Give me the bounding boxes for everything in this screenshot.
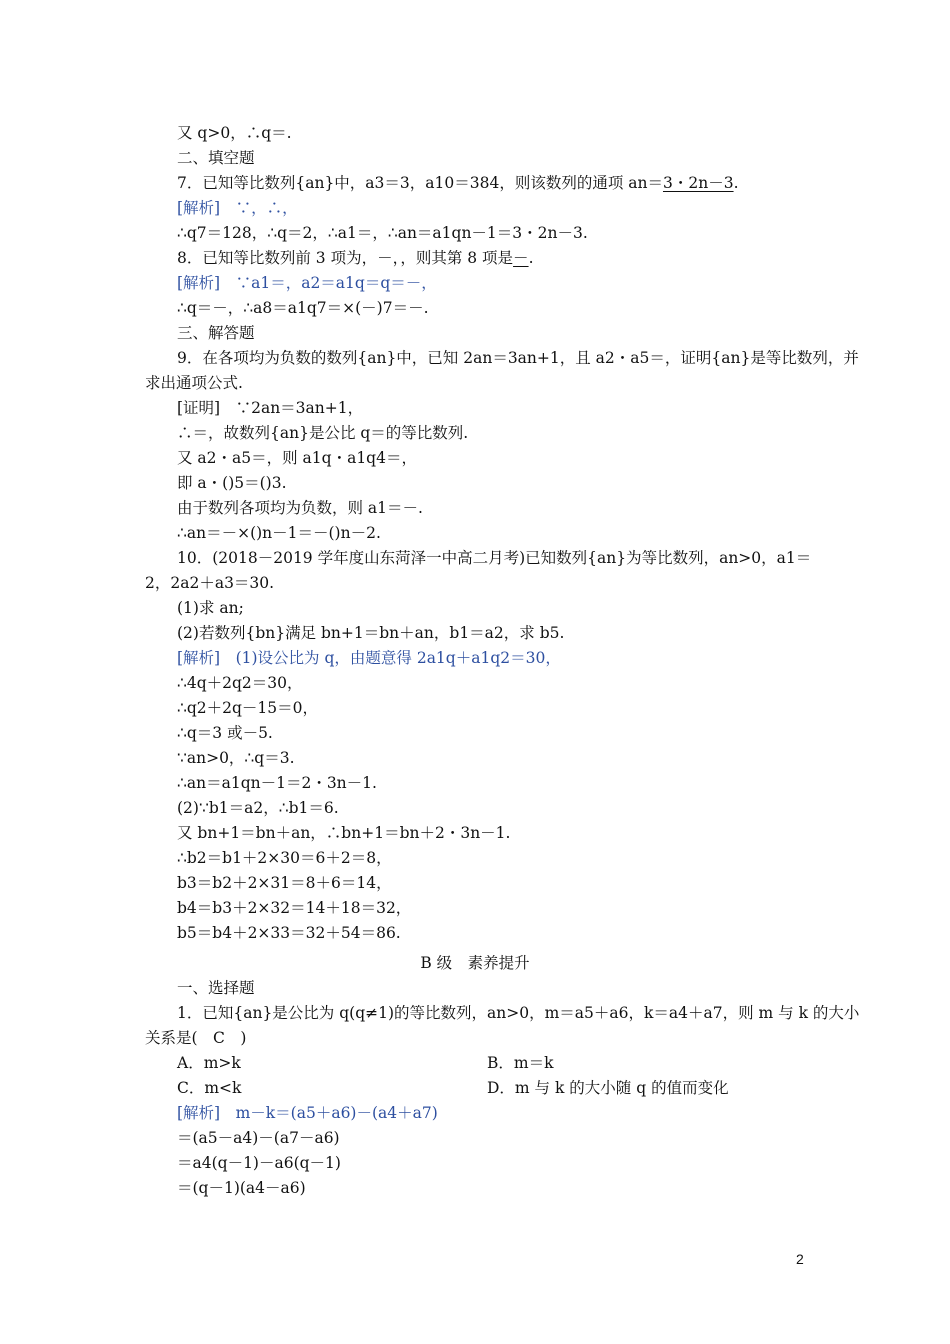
option-c: C．m<k [177, 1079, 242, 1097]
analysis-line: [解析] m－k＝(a5＋a6)－(a4＋a7) [177, 1104, 438, 1122]
question-9: 9．在各项均为负数的数列{an}中，已知 2an＝3an+1，且 a2・a5＝，证明{an}是等比数列，并 [177, 349, 859, 367]
section-heading: 三、解答题 [177, 324, 255, 342]
text-line: ∴4q＋2q2＝30， [177, 674, 303, 692]
text-line: 又 q>0，∴q＝. [177, 124, 292, 142]
text-line: ∴b2＝b1＋2×30＝6＋2＝8， [177, 849, 392, 867]
option-d: D．m 与 k 的大小随 q 的值而变化 [487, 1079, 729, 1097]
text-line: 又 bn+1＝bn＋an，∴bn+1＝bn＋2・3n－1. [177, 824, 511, 842]
text-line: ∵an>0，∴q＝3. [177, 749, 295, 767]
question-10: 10．(2018－2019 学年度山东菏泽一中高二月考)已知数列{an}为等比数列，an>0，a1＝ [177, 549, 812, 567]
question-1: 1．已知{an}是公比为 q(q≠1)的等比数列，an>0，m＝a5＋a6，k＝a4＋a7，则 m 与 k 的大小 [177, 1004, 860, 1022]
page-number: 2 [796, 1251, 804, 1267]
section-heading: 一、选择题 [177, 979, 255, 997]
text-line: ∴q＝－，∴a8＝a1q7＝×(－)7＝－. [177, 299, 429, 317]
text-line: ∴q7＝128，∴q＝2，∴a1＝，∴an＝a1qn－1＝3・2n－3. [177, 224, 588, 242]
analysis-line: [解析] (1)设公比为 q，由题意得 2a1q＋a1q2＝30， [177, 649, 561, 667]
text-line: 求出通项公式. [145, 374, 243, 392]
text-line: (2)若数列{bn}满足 bn+1＝bn＋an，b1＝a2，求 b5. [177, 624, 565, 642]
answer-blank-8: － [513, 249, 529, 267]
question-7: 7．已知等比数列{an}中，a3＝3，a10＝384，则该数列的通项 an＝3・2n－3. [177, 174, 739, 192]
analysis-line: [解析] ∵，∴， [177, 199, 298, 217]
text-line: 2，2a2＋a3＝30. [145, 574, 275, 592]
text-line: ∴q＝3 或－5. [177, 724, 273, 742]
text-line: 即 a・()5＝()3. [177, 474, 287, 492]
text-line: ＝(q－1)(a4－a6) [177, 1179, 306, 1197]
text-line: ∴＝，故数列{an}是公比 q＝的等比数列. [177, 424, 469, 442]
text-line: 关系是( C ) [145, 1029, 247, 1047]
text-line: ∴q2＋2q－15＝0， [177, 699, 319, 717]
section-heading: 二、填空题 [177, 149, 255, 167]
text-line: (1)求 an; [177, 599, 244, 617]
proof-line: [证明] ∵2an＝3an+1， [177, 399, 364, 417]
text-line: ＝(a5－a4)－(a7－a6) [177, 1129, 340, 1147]
text-line: ∴an＝－×()n－1＝－()n－2. [177, 524, 381, 542]
text-line: 又 a2・a5＝，则 a1q・a1q4＝， [177, 449, 417, 467]
answer-blank-7: 3・2n－3 [662, 174, 734, 192]
analysis-line: [解析] ∵a1＝，a2＝a1q＝q＝－， [177, 274, 437, 292]
question-8: 8．已知等比数列前 3 项为，－，，则其第 8 项是－. [177, 249, 534, 267]
text-line: ＝a4(q－1)－a6(q－1) [177, 1154, 341, 1172]
option-a: A．m>k [177, 1054, 241, 1072]
text-line: b4＝b3＋2×32＝14＋18＝32， [177, 899, 412, 917]
text-line: ∴an＝a1qn－1＝2・3n－1. [177, 774, 377, 792]
text-line: 由于数列各项均为负数，则 a1＝－. [177, 499, 423, 517]
text-line: b5＝b4＋2×33＝32＋54＝86. [177, 924, 401, 942]
text-line: b3＝b2＋2×31＝8＋6＝14， [177, 874, 392, 892]
text-line: (2)∵b1＝a2，∴b1＝6. [177, 799, 339, 817]
option-b: B．m＝k [487, 1054, 554, 1072]
level-heading: B 级 素养提升 [420, 954, 530, 972]
